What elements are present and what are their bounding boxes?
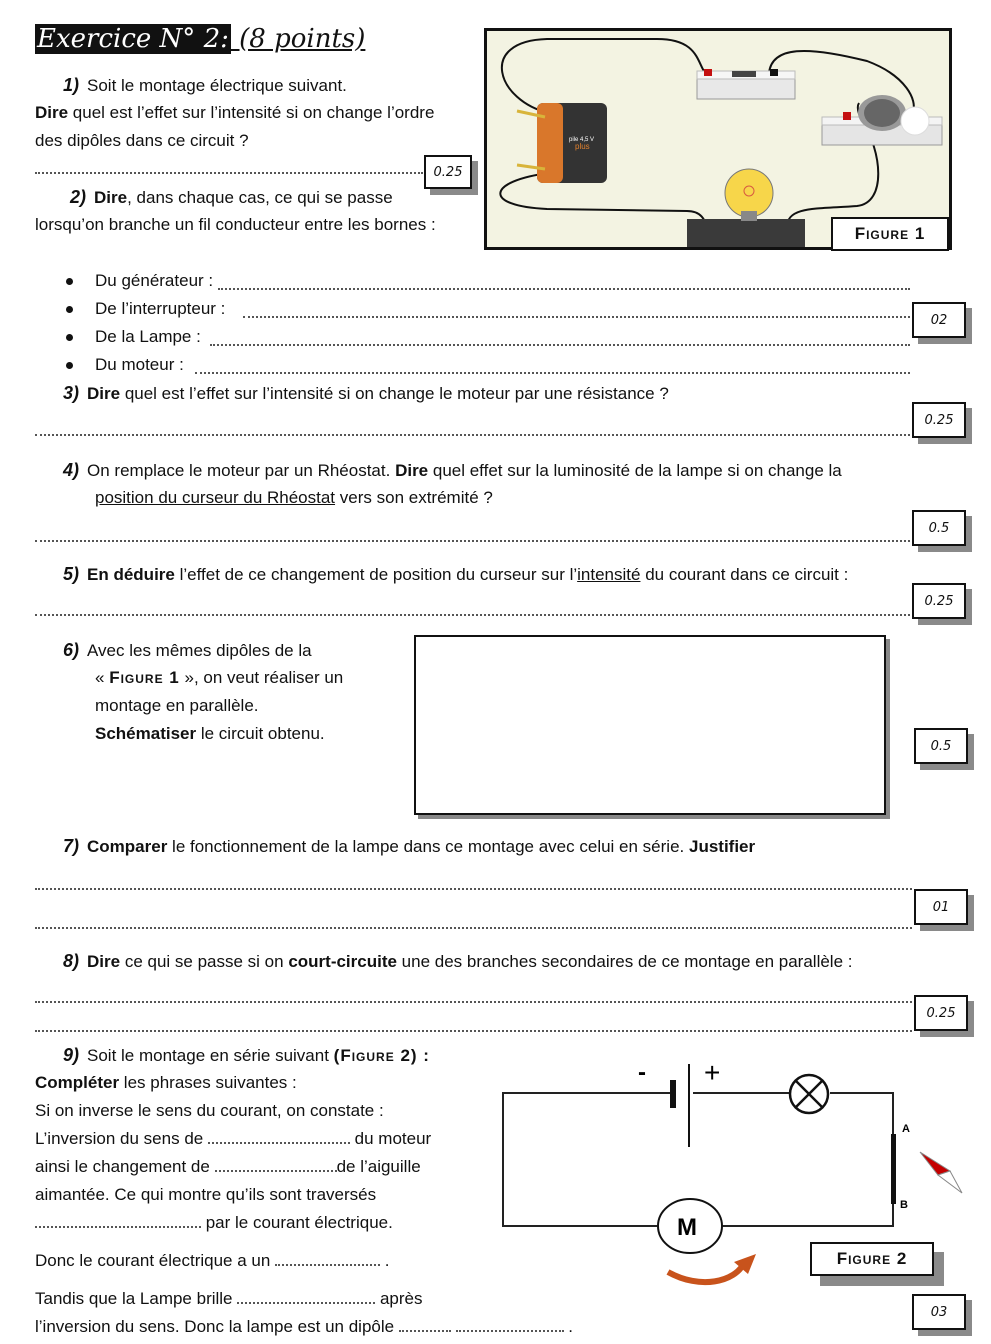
q1-verb: Dire (35, 103, 69, 122)
q7-verb: Comparer (87, 837, 168, 856)
q9-score-box: 03 (912, 1294, 966, 1330)
q4-score-box: 0.5 (912, 510, 966, 546)
q9-text-8a: Donc le courant électrique a un (35, 1251, 276, 1270)
q9-text-4b: du moteur (349, 1129, 432, 1148)
q7-verb-2: Justifier (688, 837, 756, 856)
bullet (66, 362, 73, 369)
q5-number: 5) (63, 564, 80, 584)
q8-number: 8) (63, 951, 80, 971)
compass-needle-icon (920, 1152, 962, 1193)
bullet (66, 306, 73, 313)
q6-drawing-area[interactable] (414, 635, 886, 815)
q4-text-2: quel effet sur la luminosité de la lampe si on change la (428, 461, 842, 480)
q9-line9 (35, 1288, 422, 1310)
q9-line2 (35, 1072, 297, 1094)
q8-verb: Dire (87, 952, 121, 971)
q9-line5 (35, 1156, 421, 1178)
q9-text-5b: de l’aiguille (336, 1157, 421, 1176)
q2-text: , dans chaque cas, ce qui se passe (127, 188, 393, 207)
q1-line1 (63, 74, 347, 97)
q5-answer-line[interactable] (35, 614, 910, 616)
q1-text: Soit le montage électrique suivant. (87, 76, 347, 95)
q9-blank-7[interactable] (456, 1330, 564, 1332)
bullet (66, 278, 73, 285)
q1-question: quel est l’effet sur l’intensité si on change l’ordre (68, 103, 435, 122)
q5-line (63, 563, 848, 586)
q3-line (63, 382, 669, 405)
q8-score-box: 0.25 (914, 995, 968, 1031)
q6-line1 (63, 639, 312, 662)
q4-line1 (63, 459, 842, 482)
q9-line10 (35, 1316, 573, 1338)
q3-answer-line[interactable] (35, 434, 910, 436)
figure-1-label: Figure 1 (831, 217, 949, 251)
q4-text-1: On remplace le moteur par un Rhéostat. (87, 461, 396, 480)
q9-text-2: les phrases suivantes : (119, 1073, 297, 1092)
q8-text-2: une des branches secondaires de ce montage en parallèle : (396, 952, 853, 971)
q5-text-2: du courant dans ce circuit : (640, 565, 849, 584)
q6-line4 (95, 723, 325, 745)
q9-text-10b: . (563, 1317, 574, 1336)
motor-symbol-icon (658, 1199, 722, 1253)
q3-score-box: 0.25 (912, 402, 966, 438)
point-a-label: A (902, 1123, 910, 1135)
q8-answer-line-2[interactable] (35, 1030, 912, 1032)
motor-icon (822, 95, 942, 145)
q1-line2 (35, 102, 434, 124)
q3-number: 3) (63, 383, 80, 403)
point-b-label: B (900, 1199, 908, 1211)
q2-score-box: 02 (912, 302, 966, 338)
q4-number: 4) (63, 460, 80, 480)
q6-verb: Schématiser (95, 724, 197, 743)
q9-line8 (35, 1250, 390, 1272)
q6-text-2: », on veut réaliser un (179, 668, 344, 687)
q2-answer-line-4[interactable] (195, 372, 910, 374)
exercise-points: (8 points) (230, 24, 366, 54)
q4-answer-line[interactable] (35, 540, 910, 542)
q1-score-box: 0.25 (424, 155, 472, 189)
switch-icon (697, 69, 795, 99)
q1-number: 1) (63, 75, 80, 95)
q2-item-lamp: De la Lampe : (95, 327, 201, 346)
exercise-number: Exercice N° 2: (37, 24, 229, 54)
q5-verb: En déduire (87, 565, 175, 584)
q9-text-5a: ainsi le changement de (35, 1157, 215, 1176)
q4-underlined-text: position du curseur du Rhéostat (95, 488, 336, 507)
q3-verb: Dire (87, 384, 121, 403)
bullet (66, 334, 73, 341)
battery-symbol-icon (670, 1064, 690, 1147)
q8-bold-term: court-circuite (288, 952, 397, 971)
q9-line3: Si on inverse le sens du courant, on constate : (35, 1101, 384, 1120)
q8-answer-line-1[interactable] (35, 1001, 912, 1003)
q6-quote-open: « (95, 668, 110, 687)
q9-text-1: Soit le montage en série suivant (87, 1046, 334, 1065)
q9-text-7b: par le courant électrique. (201, 1213, 393, 1232)
q9-blank-3[interactable] (35, 1226, 201, 1228)
q6-number: 6) (63, 640, 80, 660)
svg-text:pile 4,5 V: pile 4,5 V (569, 137, 595, 143)
q8-line (63, 950, 852, 973)
q2-item-motor: Du moteur : (95, 355, 184, 374)
q3-question: quel est l’effet sur l’intensité si on change le moteur par une résistance ? (120, 384, 669, 403)
q6-line2 (95, 667, 343, 689)
q4-verb: Dire (395, 461, 429, 480)
q7-line (63, 835, 755, 858)
q1-answer-line[interactable] (35, 172, 423, 174)
minus-sign: - (638, 1059, 646, 1086)
q9-text-9a: Tandis que la Lampe brille (35, 1289, 238, 1308)
svg-text:plus: plus (575, 142, 590, 151)
q1-line3: des dipôles dans ce circuit ? (35, 131, 249, 150)
q5-score-box: 0.25 (912, 583, 966, 619)
q2-number: 2) (70, 187, 87, 207)
figure-1 (484, 28, 952, 250)
q2-item-switch: De l’interrupteur : (95, 299, 226, 318)
q9-text-9b: après (375, 1289, 423, 1308)
circuit-photo-illustration (487, 31, 949, 247)
svg-text:M: M (677, 1214, 697, 1241)
q9-blank-5[interactable] (237, 1302, 375, 1304)
q9-text-10a: l’inversion du sens. Donc la lampe est un dipôle (35, 1317, 399, 1336)
q9-blank-6[interactable] (399, 1330, 451, 1332)
q7-number: 7) (63, 836, 80, 856)
q4-text-3: vers son extrémité ? (335, 488, 493, 507)
q5-underlined-text: intensité (577, 565, 641, 584)
exercise-title (35, 24, 365, 54)
q7-answer-line-2[interactable] (35, 927, 912, 929)
q2-answer-line-2[interactable] (243, 316, 910, 318)
q6-score-box: 0.5 (914, 728, 968, 764)
plus-sign: + (704, 1057, 721, 1088)
rotation-arrow-icon (668, 1254, 756, 1282)
q2-verb: Dire (94, 188, 128, 207)
q7-score-box: 01 (914, 889, 968, 925)
q9-line6: aimantée. Ce qui montre qu’ils sont traversés (35, 1185, 377, 1204)
q9-blank-2[interactable] (215, 1170, 337, 1172)
q9-figure-ref: (Figure 2) : (333, 1046, 430, 1065)
q9-text-8b: . (380, 1251, 390, 1270)
figure-2-label: Figure 2 (810, 1242, 934, 1276)
q5-text-1: l’effet de ce changement de position du curseur sur l’ (174, 565, 578, 584)
q2-item-generator: Du générateur : (95, 271, 214, 290)
q7-text: le fonctionnement de la lampe dans ce montage avec celui en série. (167, 837, 689, 856)
conductor-ab (891, 1134, 896, 1204)
q4-line2 (95, 487, 493, 509)
q9-blank-4[interactable] (275, 1264, 380, 1266)
q9-verb: Compléter (35, 1073, 120, 1092)
q9-line1 (63, 1044, 430, 1067)
q2-answer-line-3[interactable] (210, 344, 910, 346)
q6-text-1: Avec les mêmes dipôles de la (87, 641, 312, 660)
q8-text-1: ce qui se passe si on (120, 952, 289, 971)
lamp-symbol-icon (790, 1075, 828, 1113)
q9-line4 (35, 1128, 431, 1150)
lamp-icon (687, 169, 805, 247)
q6-text-4: le circuit obtenu. (196, 724, 325, 743)
q9-blank-1[interactable] (208, 1142, 350, 1144)
q9-text-4a: L’inversion du sens de (35, 1129, 208, 1148)
q2-line1 (70, 186, 393, 209)
q7-answer-line-1[interactable] (35, 888, 912, 890)
q2-line2: lorsqu’on branche un fil conducteur entre les bornes : (35, 215, 436, 234)
battery-icon (517, 103, 607, 183)
q6-line3: montage en parallèle. (95, 696, 259, 715)
q9-number: 9) (63, 1045, 80, 1065)
q6-figure-ref: Figure 1 (109, 668, 180, 687)
q2-answer-line-1[interactable] (218, 288, 910, 290)
q9-line7 (35, 1212, 393, 1234)
